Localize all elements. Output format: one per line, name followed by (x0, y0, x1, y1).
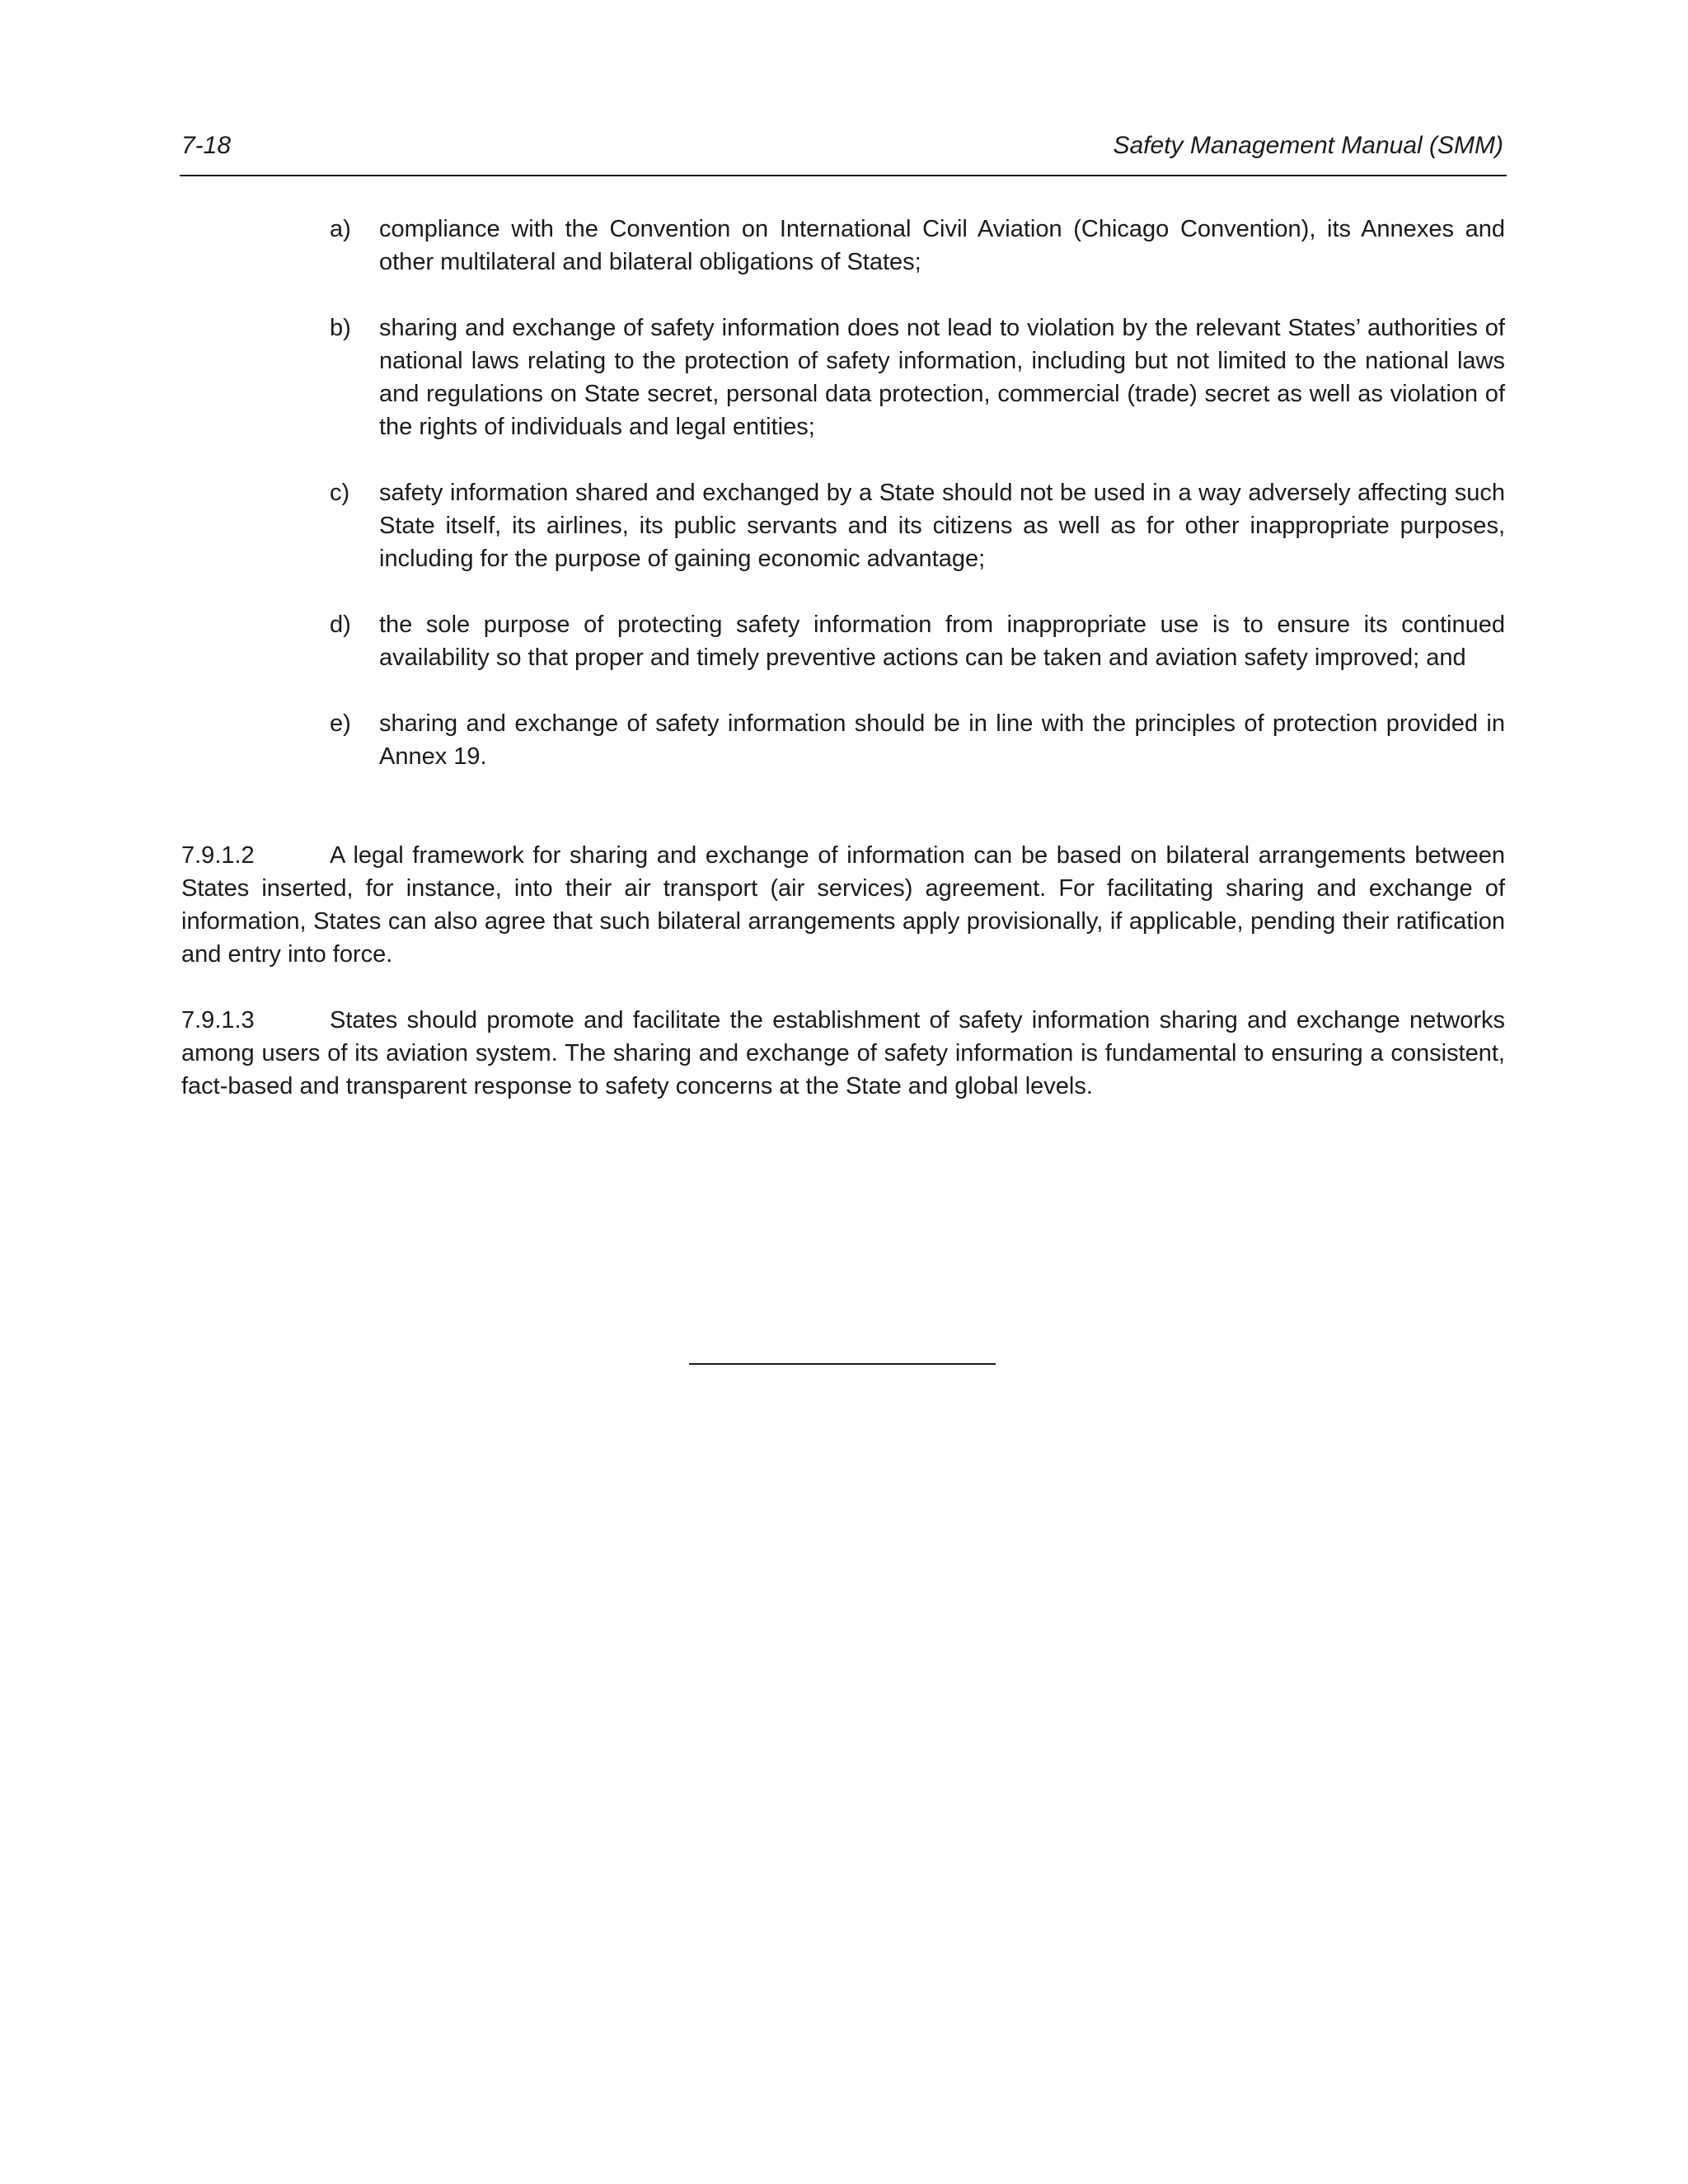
paragraph-number: 7.9.1.3 (181, 1007, 255, 1033)
page-header (180, 132, 1507, 176)
paragraph-text: A legal framework for sharing and exchange of information can be based on bilateral arrangements between States inserted, for instance, into their air transport (air services) agreement. For facilitating sharing and exchange of information, States can also agree that such bilateral arrangements apply provisionally, if applicable, pending their ratification and entry into force. (181, 842, 1505, 968)
paragraph-text: States should promote and facilitate the establishment of safety information sharing and exchange networks among users of its aviation system. The sharing and exchange of safety information is fundamental to ensuring a consistent, fact-based and transparent response to safety concerns at the State and global levels. (181, 1007, 1505, 1099)
list-item-text: sharing and exchange of safety information does not lead to violation by the relevant States’ authorities of national laws relating to the protection of safety information, including but not limited to the national laws and regulations on State secret, personal data protection, commercial (trade) secret as well as violation of the rights of individuals and legal entities; (379, 315, 1505, 440)
list-item-c (181, 476, 1505, 575)
paragraph-number: 7.9.1.2 (181, 842, 255, 869)
list-marker: c) (330, 480, 350, 506)
paragraph-7-9-1-2 (181, 839, 1505, 971)
page-number: 7-18 (181, 132, 232, 159)
list-marker: e) (330, 710, 351, 737)
list-item-text: sharing and exchange of safety information should be in line with the principles of protection provided in Annex 19. (379, 710, 1505, 770)
list-marker: d) (330, 612, 351, 638)
list-item-text: compliance with the Convention on International Civil Aviation (Chicago Convention), its Annexes and other multilateral and bilateral obligations of States; (379, 216, 1505, 275)
page-content (181, 213, 1505, 1136)
document-title: Safety Management Manual (SMM) (1113, 132, 1503, 159)
list-item-a (181, 213, 1505, 279)
lettered-list (181, 213, 1505, 773)
list-item-text: safety information shared and exchanged by a State should not be used in a way adversely affecting such State itself, its airlines, its public servants and its citizens as well as for other inappropriate purposes, including for the purpose of gaining economic advantage; (379, 480, 1505, 572)
list-item-text: the sole purpose of protecting safety information from inappropriate use is to ensure its continued availability so that proper and timely preventive actions can be taken and aviation safety improved; and (379, 612, 1505, 671)
paragraph-7-9-1-3 (181, 1004, 1505, 1103)
list-item-e (181, 707, 1505, 773)
list-marker: a) (330, 216, 351, 242)
section-spacer (181, 806, 1505, 839)
end-of-section-rule (689, 1363, 996, 1365)
list-marker: b) (330, 315, 351, 341)
list-item-d (181, 608, 1505, 674)
list-item-b (181, 312, 1505, 443)
